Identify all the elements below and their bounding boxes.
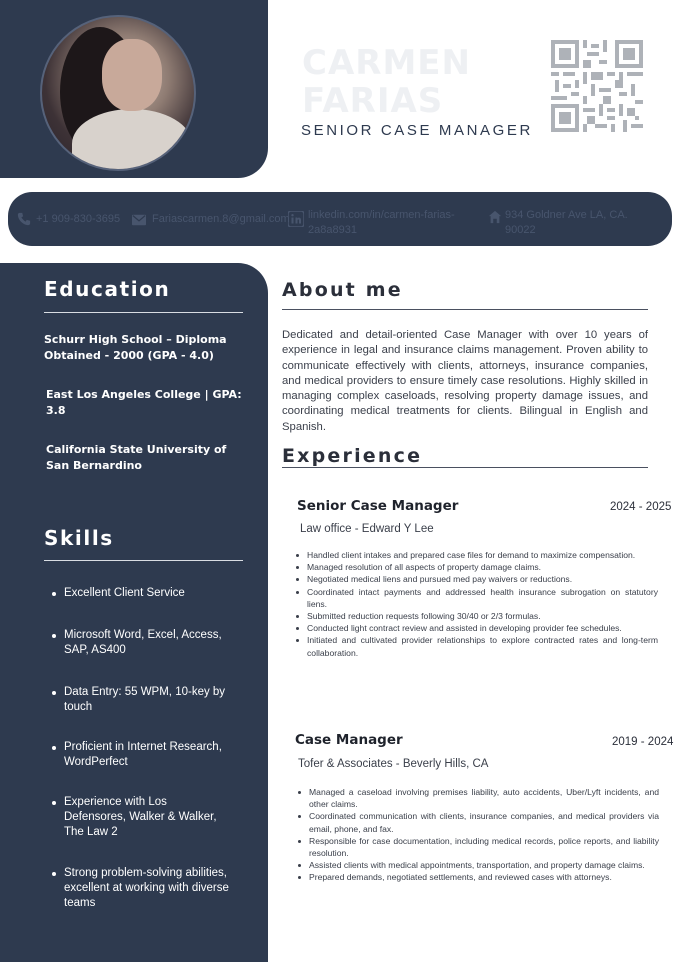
skill-item-2: Microsoft Word, Excel, Access, SAP, AS400: [52, 628, 232, 658]
job-1-bullets: [296, 549, 658, 659]
list-item: Managed resolution of all aspects of property damage claims.: [296, 561, 658, 573]
list-item: Conducted light contract review and assisted in developing provider fee schedules.: [296, 622, 658, 634]
skill-item-4: Proficient in Internet Research, WordPerfect: [52, 740, 232, 770]
list-item: Assisted clients with medical appointments, transportation, and property damage claims.: [298, 859, 659, 871]
sidebar: [0, 263, 268, 962]
education-item-2: East Los Angeles College | GPA: 3.8: [46, 388, 242, 417]
job-2-title: Case Manager: [295, 732, 403, 748]
job-1-company: Law office - Edward Y Lee: [300, 523, 434, 535]
contact-linkedin[interactable]: linkedin.com/in/carmen-farias-2a8a8931: [308, 209, 455, 236]
skill-item-5: Experience with Los Defensores, Walker & Walker, The Law 2: [52, 795, 232, 840]
contact-bar: [8, 192, 672, 246]
skills-divider: [44, 560, 243, 561]
list-item: Coordinated intact payments and addressed health insurance subrogation on statutory liens.: [296, 586, 658, 610]
name-last: FARIAS: [302, 81, 444, 121]
email-icon: [132, 213, 146, 227]
education-item-3: California State University of San Bernardino: [46, 443, 227, 472]
list-item: Coordinated communication with clients, insurance companies, and medical providers via email, phone, and fax.: [298, 810, 659, 834]
job-role: SENIOR CASE MANAGER: [301, 122, 533, 139]
job-1-dates: 2024 - 2025: [610, 501, 672, 513]
phone-icon: [17, 212, 31, 226]
job-2-bullets: [298, 786, 659, 884]
qr-code: [551, 40, 643, 132]
about-divider: [282, 309, 648, 310]
contact-phone[interactable]: +1 909-830-3695: [36, 213, 121, 225]
name-first: CARMEN: [302, 43, 471, 83]
linkedin-icon: [288, 211, 304, 227]
about-heading: About me: [282, 279, 403, 301]
home-icon: [488, 210, 502, 224]
about-text: Dedicated and detail-oriented Case Manager with over 10 years of experience in legal and insurance claims management. Proven ability to communicate effectively with clients, attorneys, insurance companies, and medical providers to ensure timely case resolutions. Highly skilled in managing complex caseloads, resolving property damage issues, and coordinating medical treatments for clients. Bilingual in English and Spanish.: [282, 329, 648, 433]
education-heading: Education: [44, 277, 171, 301]
job-2-dates: 2019 - 2024: [612, 736, 674, 748]
skill-item-1: Excellent Client Service: [52, 586, 232, 601]
experience-divider: [282, 467, 648, 468]
contact-email[interactable]: Fariascarmen.8@gmail.com: [152, 213, 290, 225]
list-item: Managed a caseload involving premises liability, auto accidents, Uber/Lyft incidents, and other claims.: [298, 786, 659, 810]
job-1-title: Senior Case Manager: [297, 498, 459, 514]
header-panel: [0, 0, 268, 178]
job-2-company: Tofer & Associates - Beverly Hills, CA: [298, 758, 489, 770]
skill-item-3: Data Entry: 55 WPM, 10-key by touch: [52, 685, 232, 715]
profile-photo: [40, 15, 196, 171]
skill-item-6: Strong problem-solving abilities, excellent at working with diverse teams: [52, 866, 232, 911]
education-item-1: Schurr High School – Diploma Obtained - 2000 (GPA - 4.0): [44, 333, 227, 362]
list-item: Handled client intakes and prepared case files for demand to maximize compensation.: [296, 549, 658, 561]
list-item: Initiated and cultivated provider relationships to explore contracted rates and long-term collaboration.: [296, 634, 658, 658]
skills-heading: Skills: [44, 526, 114, 550]
contact-address: 934 Goldner Ave LA, CA. 90022: [505, 209, 628, 236]
experience-heading: Experience: [282, 445, 423, 467]
full-name: [302, 44, 522, 120]
list-item: Responsible for case documentation, including medical records, police reports, and liability resolution.: [298, 835, 659, 859]
list-item: Prepared demands, negotiated settlements, and reviewed cases with attorneys.: [298, 871, 659, 883]
list-item: Negotiated medical liens and pursued med pay waivers or reductions.: [296, 573, 658, 585]
list-item: Submitted reduction requests following 30/40 or 2/3 formulas.: [296, 610, 658, 622]
education-divider: [44, 312, 243, 313]
